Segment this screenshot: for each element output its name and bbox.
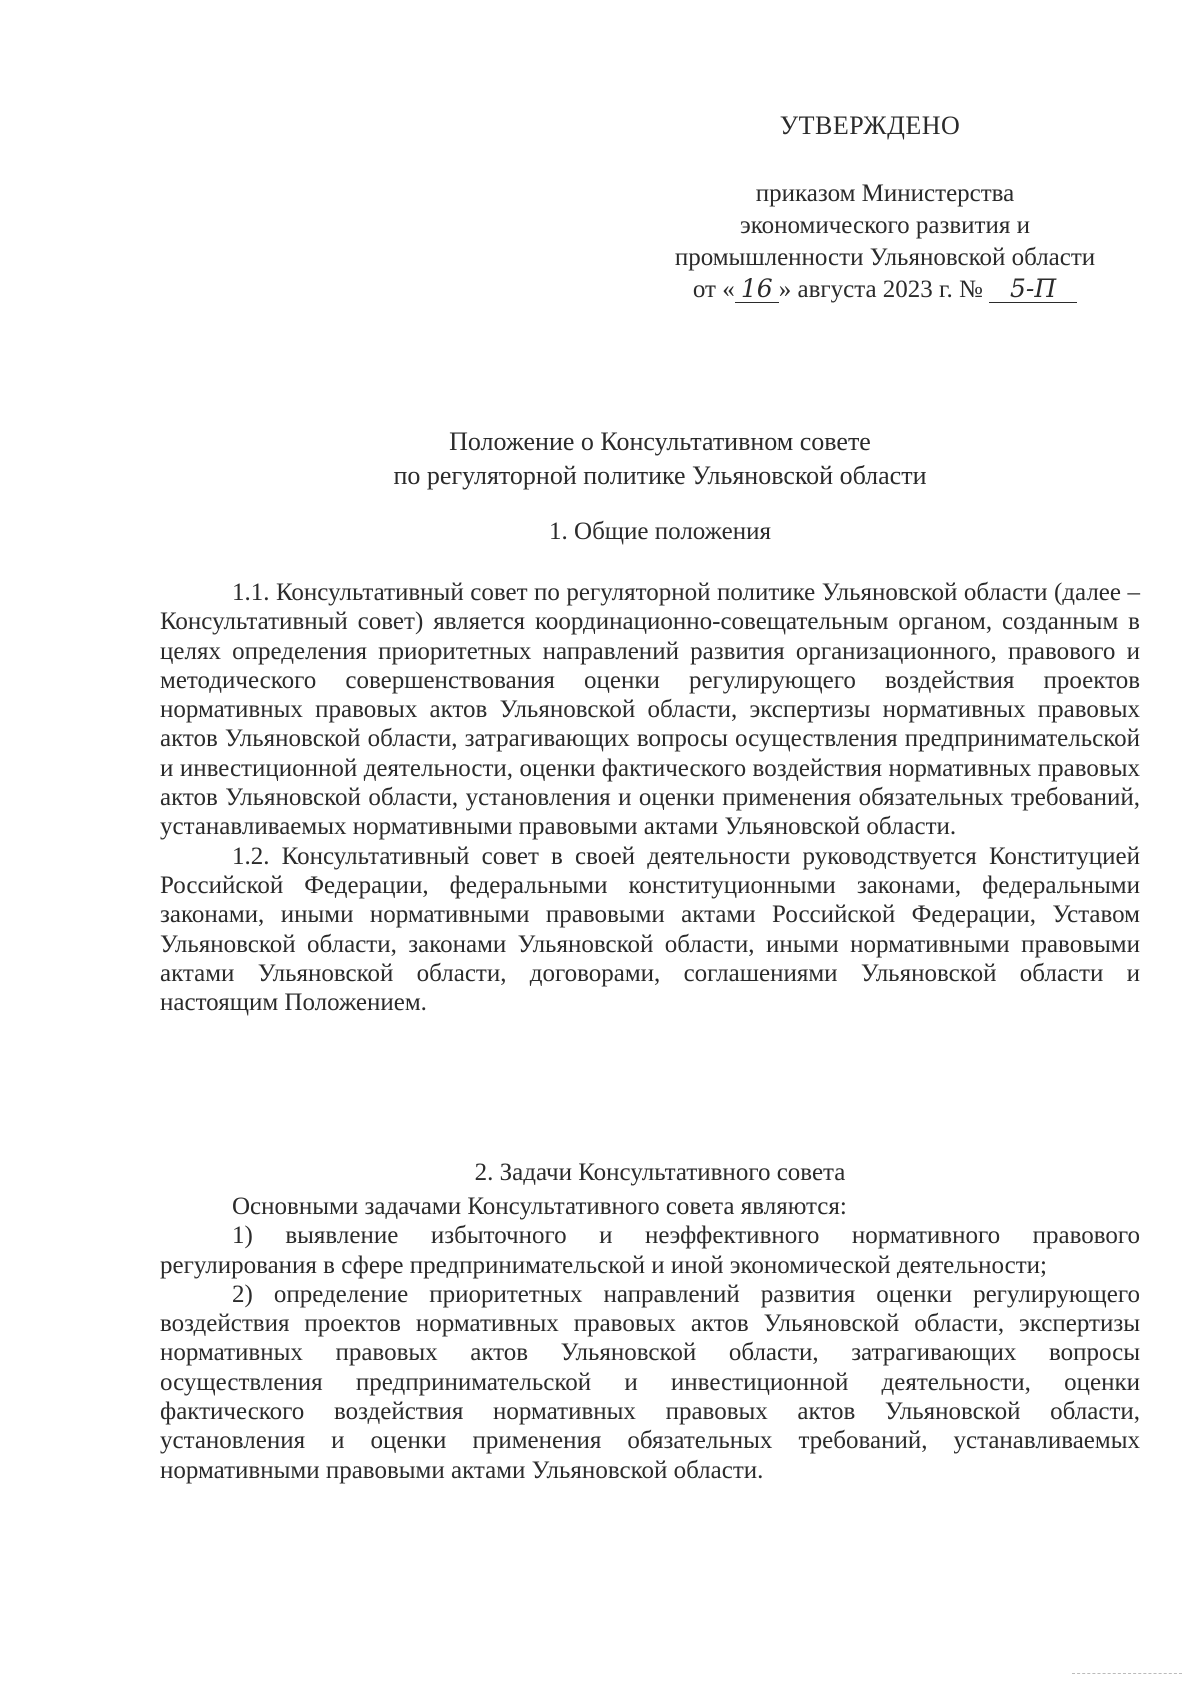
document-title-line-2: по регуляторной политике Ульяновской области	[393, 461, 927, 490]
document-title-line-1: Положение о Консультативном совете	[449, 427, 871, 456]
approval-block	[600, 178, 1170, 306]
task-item-2: 2) определение приоритетных направлений развития оценки регулирующего воздействия проектов нормативных правовых актов Ульяновской области, экспертизы нормативных правовых актов Ульяновской области, затрагивающих вопросы осуществления предпринимательской и инвестиционной деятельности, оценки фактического воздействия нормативных правовых актов Ульяновской области, установления и оценки применения обязательных требований, устанавливаемых нормативными правовыми актами Ульяновской области.	[160, 1280, 1140, 1484]
document-title	[160, 425, 1160, 493]
section-1-body	[160, 578, 1140, 1017]
date-middle: » августа 2023 г. №	[778, 276, 983, 303]
paragraph-1-1: 1.1. Консультативный совет по регуляторной политике Ульяновской области (далее – Консультативный совет) является координационно-совещательным органом, созданным в целях определения приоритетных направлений развития организационного, правового и методического совершенствования оценки регулирующего воздействия проектов нормативных правовых актов Ульяновской области, экспертизы нормативных правовых актов Ульяновской области, затрагивающих вопросы осуществления предпринимательской и инвестиционной деятельности, оценки фактического воздействия нормативных правовых актов Ульяновской области, установления и оценки применения обязательных требований, устанавливаемых нормативными правовыми актами Ульяновской области.	[160, 579, 1140, 841]
section-2-intro: Основными задачами Консультативного совета являются:	[232, 1193, 847, 1220]
date-prefix: от «	[692, 276, 735, 303]
scan-edge-mark	[1072, 1673, 1182, 1675]
section-2-heading: 2. Задачи Консультативного совета	[474, 1159, 846, 1186]
approval-line-2: экономического развития и	[740, 212, 1030, 239]
section-2-body	[160, 1192, 1140, 1485]
approval-date-line	[600, 274, 1170, 306]
section-1-heading: 1. Общие положения	[549, 518, 771, 545]
approval-line-3: промышленности Ульяновской области	[674, 244, 1096, 271]
approval-title: УТВЕРЖДЕНО	[779, 111, 961, 140]
task-item-1: 1) выявление избыточного и неэффективного нормативного правового регулирования в сфере предпринимательской и иной экономической деятельности;	[160, 1222, 1140, 1279]
handwritten-day: 16	[735, 276, 779, 303]
paragraph-1-2: 1.2. Консультативный совет в своей деятельности руководствуется Конституцией Российской Федерации, федеральными конституционными законами, федеральными законами, иными нормативными правовыми актами Российской Федерации, Уставом Ульяновской области, законами Ульяновской области, иными нормативными правовыми актами Ульяновской области, договорами, соглашениями Ульяновской области и настоящим Положением.	[160, 842, 1140, 1017]
handwritten-order-number: 5-П	[989, 276, 1077, 303]
approval-line-1: приказом Министерства	[755, 180, 1015, 207]
